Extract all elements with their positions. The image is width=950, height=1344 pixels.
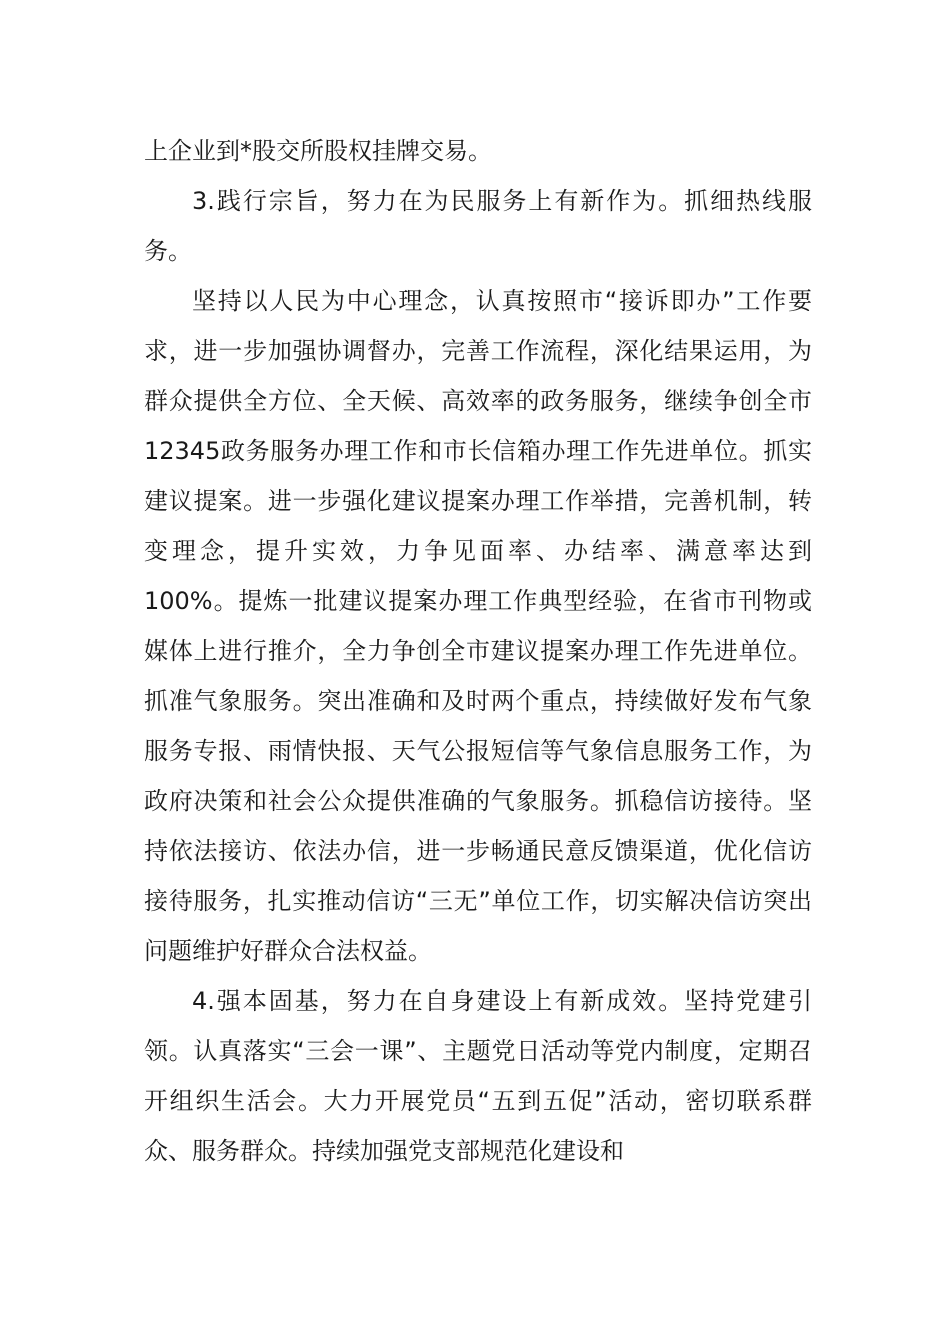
paragraph-section-4: 4.强本固基，努力在自身建设上有新成效。坚持党建引领。认真落实“三会一课”、主题党日活动等党内制度，定期召开组织生活会。大力开展党员“五到五促”活动，密切联系群众、服务群众。持续加强党支部规范化建设和 [144, 987, 812, 1165]
paragraph-continuation: 上企业到*股交所股权挂牌交易。 [144, 137, 492, 165]
paragraph-section-3-body: 坚持以人民为中心理念，认真按照市“接诉即办”工作要求，进一步加强协调督办，完善工作流程，深化结果运用，为群众提供全方位、全天候、高效率的政务服务，继续争创全市12345政务服务办理工作和市长信箱办理工作先进单位。抓实建议提案。进一步强化建议提案办理工作举措，完善机制，转变理念，提升实效，力争见面率、办结率、满意率达到100%。提炼一批建议提案办理工作典型经验，在省市刊物或媒体上进行推介，全力争创全市建议提案办理工作先进单位。抓准气象服务。突出准确和及时两个重点，持续做好发布气象服务专报、雨情快报、天气公报短信等气象信息服务工作，为政府决策和社会公众提供准确的气象服务。抓稳信访接待。坚持依法接访、依法办信，进一步畅通民意反馈渠道，优化信访接待服务，扎实推动信访“三无”单位工作，切实解决信访突出问题维护好群众合法权益。 [144, 287, 812, 965]
document-body [144, 126, 812, 1176]
paragraph-section-3-heading: 3.践行宗旨，努力在为民服务上有新作为。抓细热线服务。 [144, 187, 812, 265]
